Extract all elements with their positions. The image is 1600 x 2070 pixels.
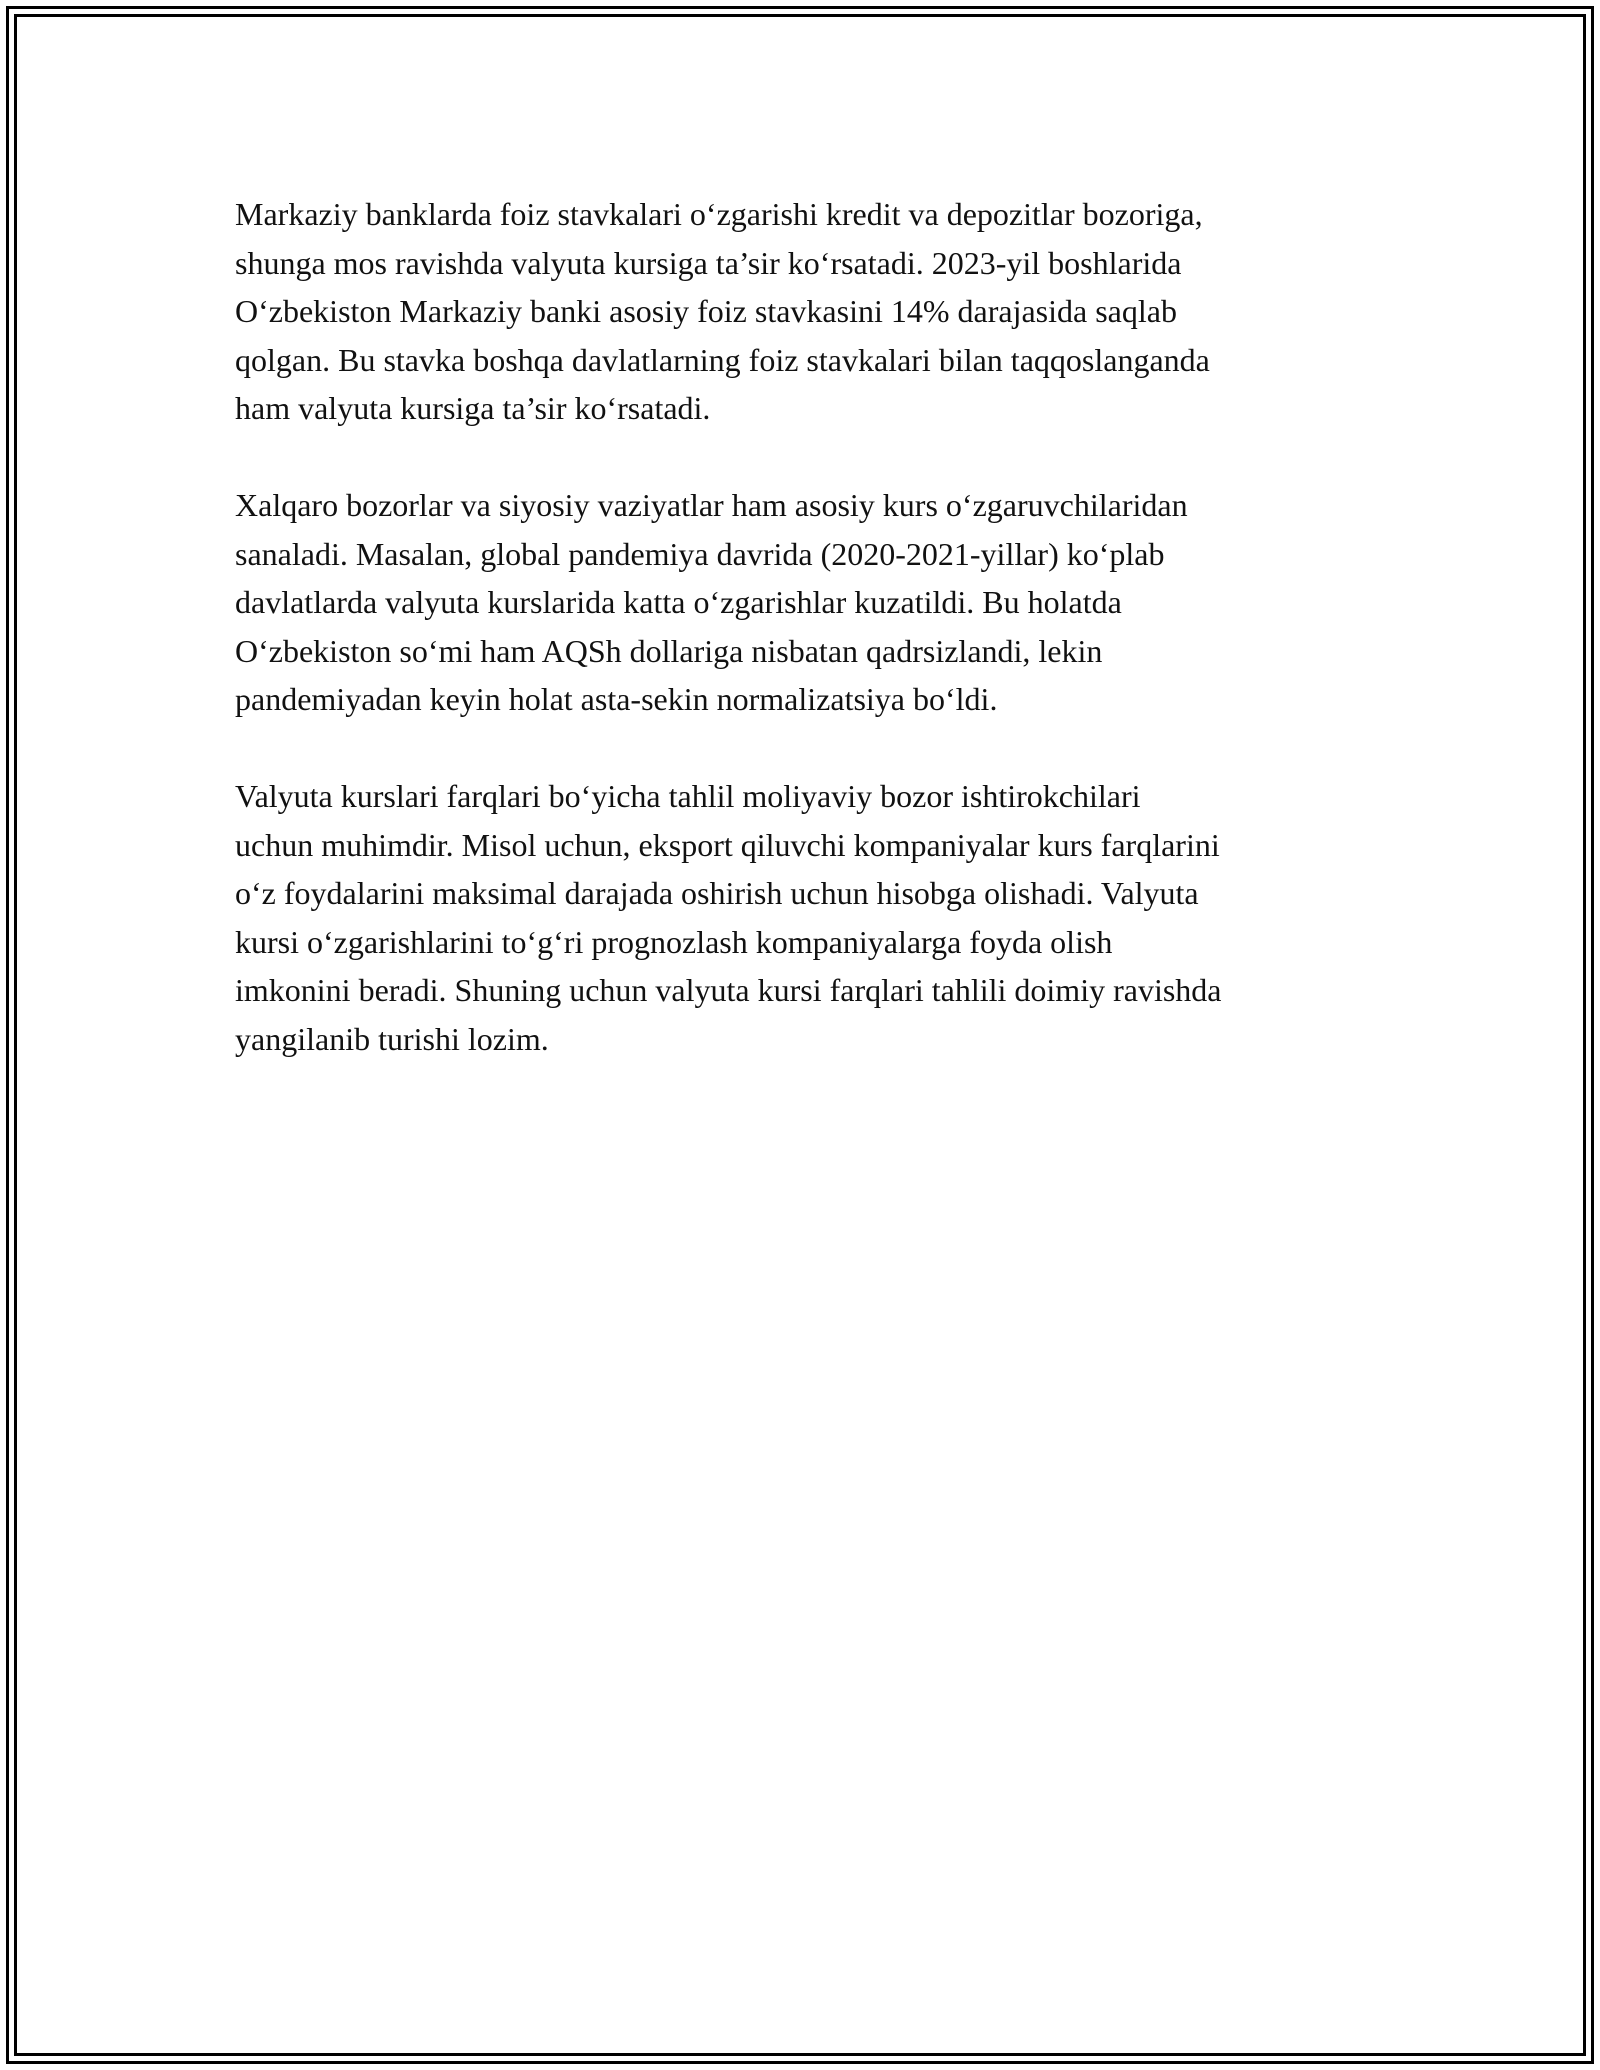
paragraph-interest-rates xyxy=(235,190,1375,433)
paragraph-line: qolgan. Bu stavka boshqa davlatlarning foiz stavkalari bilan taqqoslanganda xyxy=(235,341,1210,378)
paragraph-line: O‘zbekiston so‘mi ham AQSh dollariga nisbatan qadrsizlandi, lekin xyxy=(235,632,1103,669)
paragraph-line: davlatlarda valyuta kurslarida katta o‘zgarishlar kuzatildi. Bu holatda xyxy=(235,584,1122,620)
paragraph-line: shunga mos ravishda valyuta kursiga ta’sir ko‘rsatadi. 2023-yil boshlarida xyxy=(235,244,1182,281)
paragraph-line: imkonini beradi. Shuning uchun valyuta kursi farqlari tahlili doimiy ravishda xyxy=(235,972,1222,1008)
document-body xyxy=(235,190,1375,1112)
paragraph-line: O‘zbekiston Markaziy banki asosiy foiz stavkasini 14% darajasida saqlab xyxy=(235,293,1177,329)
paragraph-line: o‘z foydalarini maksimal darajada oshirish uchun hisobga olishadi. Valyuta xyxy=(235,875,1199,911)
paragraph-line: kursi o‘zgarishlarini to‘g‘ri prognozlash kompaniyalarga foyda olish xyxy=(235,923,1113,960)
paragraph-line: yangilanib turishi lozim. xyxy=(235,1020,549,1057)
paragraph-line: Xalqaro bozorlar va siyosiy vaziyatlar ham asosiy kurs o‘zgaruvchilaridan xyxy=(235,487,1188,523)
paragraph-line: sanaladi. Masalan, global pandemiya davrida (2020-2021-yillar) ko‘plab xyxy=(235,535,1165,572)
paragraph-international-markets xyxy=(235,481,1375,724)
paragraph-line: uchun muhimdir. Misol uchun, eksport qiluvchi kompaniyalar kurs farqlarini xyxy=(235,826,1220,863)
paragraph-exchange-rate-analysis xyxy=(235,772,1375,1063)
paragraph-line: Markaziy banklarda foiz stavkalari o‘zgarishi kredit va depozitlar bozoriga, xyxy=(235,196,1203,232)
paragraph-line: pandemiyadan keyin holat asta-sekin normalizatsiya bo‘ldi. xyxy=(235,681,998,717)
paragraph-line: ham valyuta kursiga ta’sir ko‘rsatadi. xyxy=(235,390,711,426)
paragraph-line: Valyuta kurslari farqlari bo‘yicha tahlil moliyaviy bozor ishtirokchilari xyxy=(235,778,1141,814)
